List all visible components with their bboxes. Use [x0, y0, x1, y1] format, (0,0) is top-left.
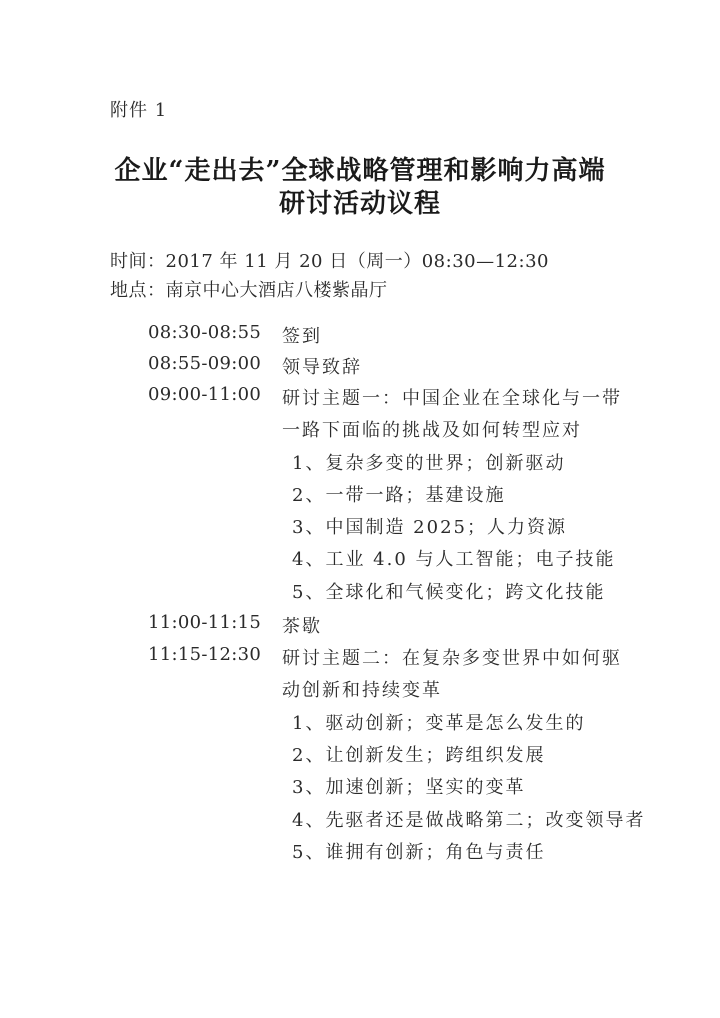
agenda-time: 11:15-12:30 [148, 644, 262, 665]
agenda-item: 研讨主题二：在复杂多变世界中如何驱 [282, 648, 622, 669]
agenda-subitem [0, 578, 720, 608]
agenda-subitem-text: 3、加速创新；坚实的变革 [292, 777, 526, 798]
agenda-subitem-text: 2、一带一路；基建设施 [292, 485, 506, 506]
agenda-row [0, 612, 720, 642]
agenda-subitem-text: 4、先驱者还是做战略第二；改变领导者 [292, 810, 646, 831]
agenda-item: 研讨主题一：中国企业在全球化与一带 [282, 388, 622, 409]
agenda-row-continuation [0, 416, 720, 446]
agenda-subitem [0, 449, 720, 479]
document-title-line-1: 企业“走出去”全球战略管理和影响力高端 [114, 156, 606, 186]
attachment-label: 附件 1 [110, 100, 168, 121]
agenda-row [0, 322, 720, 352]
agenda-item: 茶歇 [282, 616, 322, 637]
agenda-subitem [0, 806, 720, 836]
agenda-subitem-text: 2、让创新发生；跨组织发展 [292, 745, 546, 766]
agenda-item: 签到 [282, 326, 322, 347]
agenda-time: 11:00-11:15 [148, 612, 262, 633]
agenda-subitem [0, 481, 720, 511]
document-title-line-2: 研讨活动议程 [278, 189, 441, 219]
agenda-subitem [0, 741, 720, 771]
agenda-row [0, 644, 720, 674]
agenda-subitem [0, 773, 720, 803]
agenda-time: 08:30-08:55 [148, 322, 262, 343]
agenda-subitem-text: 1、复杂多变的世界；创新驱动 [292, 453, 566, 474]
agenda-row-continuation [0, 676, 720, 706]
event-time: 时间：2017 年 11 月 20 日（周一）08:30—12:30 [110, 251, 549, 272]
agenda-subitem [0, 513, 720, 543]
agenda-item: 领导致辞 [282, 357, 362, 378]
agenda-subitem-text: 4、工业 4.0 与人工智能；电子技能 [292, 549, 616, 570]
agenda-subitem-text: 3、中国制造 2025；人力资源 [292, 517, 567, 538]
event-location: 地点：南京中心大酒店八楼紫晶厅 [110, 280, 388, 301]
agenda-item-continuation: 一路下面临的挑战及如何转型应对 [282, 420, 582, 441]
agenda-subitem [0, 545, 720, 575]
agenda-subitem [0, 838, 720, 868]
agenda-time: 08:55-09:00 [148, 353, 262, 374]
agenda-subitem-text: 5、全球化和气候变化；跨文化技能 [292, 582, 606, 603]
agenda-row [0, 353, 720, 383]
agenda-time: 09:00-11:00 [148, 384, 262, 405]
agenda-subitem [0, 709, 720, 739]
agenda-subitem-text: 1、驱动创新；变革是怎么发生的 [292, 713, 586, 734]
agenda-subitem-text: 5、谁拥有创新；角色与责任 [292, 842, 546, 863]
agenda-row [0, 384, 720, 414]
agenda-item-continuation: 动创新和持续变革 [282, 680, 442, 701]
